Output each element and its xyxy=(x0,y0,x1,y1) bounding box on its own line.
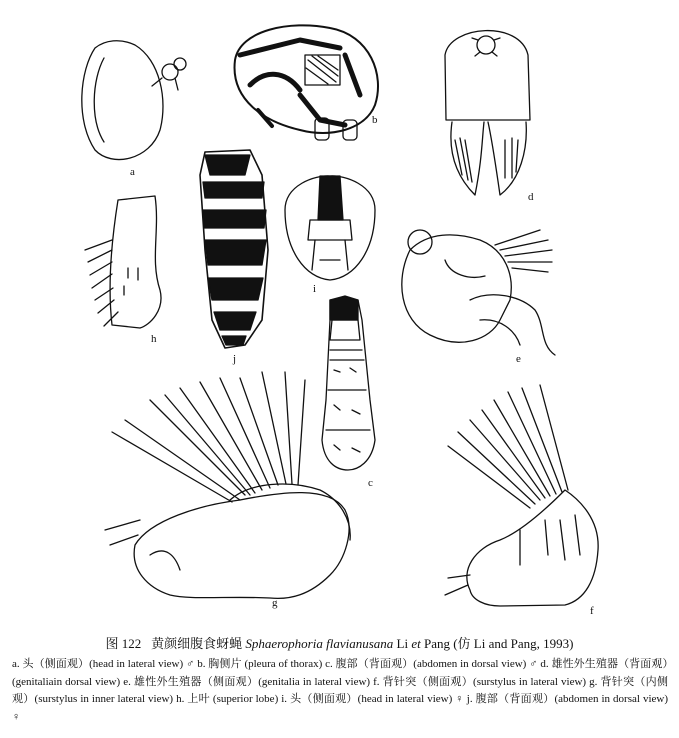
label-c: c xyxy=(368,477,373,489)
species-name: Sphaerophoria flavianusana xyxy=(245,636,394,651)
drawing-f-surstylus-lateral xyxy=(445,385,598,606)
label-b: b xyxy=(372,114,378,126)
drawing-e-genitalia-lateral xyxy=(402,230,555,355)
drawing-j-abdomen-female xyxy=(200,150,268,348)
drawing-i-head-female xyxy=(285,176,375,280)
drawing-b-thorax-pleura xyxy=(235,25,378,140)
label-e: e xyxy=(516,353,521,365)
figure-caption-body: a. 头（侧面观）(head in lateral view) ♂ b. 胸侧片 (pleura of thorax) c. 腹部（背面观）(abdomen in dorsal view) ♂ d. 雄性外生殖器（背面观）(genitaliain dorsal view) e. 雄性外生殖器（侧面观）(genitalia in lateral view) f. 背针突（侧面观）(surstylus in lateral view) g. 背针突（内侧观）(surstylus in inner lateral view) h. 上叶 (superior lobe) i. 头（侧面观）(head in lateral view) ♀ j. 腹部（背面观）(abdomen in dorsal view) ♀ xyxy=(12,658,668,723)
drawing-h-superior-lobe xyxy=(85,196,161,328)
author-a: Li xyxy=(396,636,409,651)
figure-title-chinese: 黄颜细腹食蚜蝇 xyxy=(151,636,243,651)
drawing-g-surstylus-inner xyxy=(105,372,350,598)
drawing-c-abdomen-male xyxy=(322,296,375,470)
label-d: d xyxy=(528,191,534,203)
label-a: a xyxy=(130,166,135,178)
figure-caption-title xyxy=(0,636,679,652)
label-j: j xyxy=(233,353,237,365)
drawing-a-head-lateral xyxy=(82,41,186,160)
label-h: h xyxy=(151,333,157,345)
author-et: et xyxy=(411,636,421,651)
figure-part-labels xyxy=(130,114,594,617)
label-g: g xyxy=(272,597,278,609)
drawing-d-genitalia-dorsal xyxy=(445,31,530,195)
figure-number: 图 122 xyxy=(105,636,142,651)
figure-source: (仿 Li and Pang, 1993) xyxy=(453,636,574,651)
label-i: i xyxy=(313,283,317,295)
label-f: f xyxy=(590,605,594,617)
author-b: Pang xyxy=(423,636,450,651)
